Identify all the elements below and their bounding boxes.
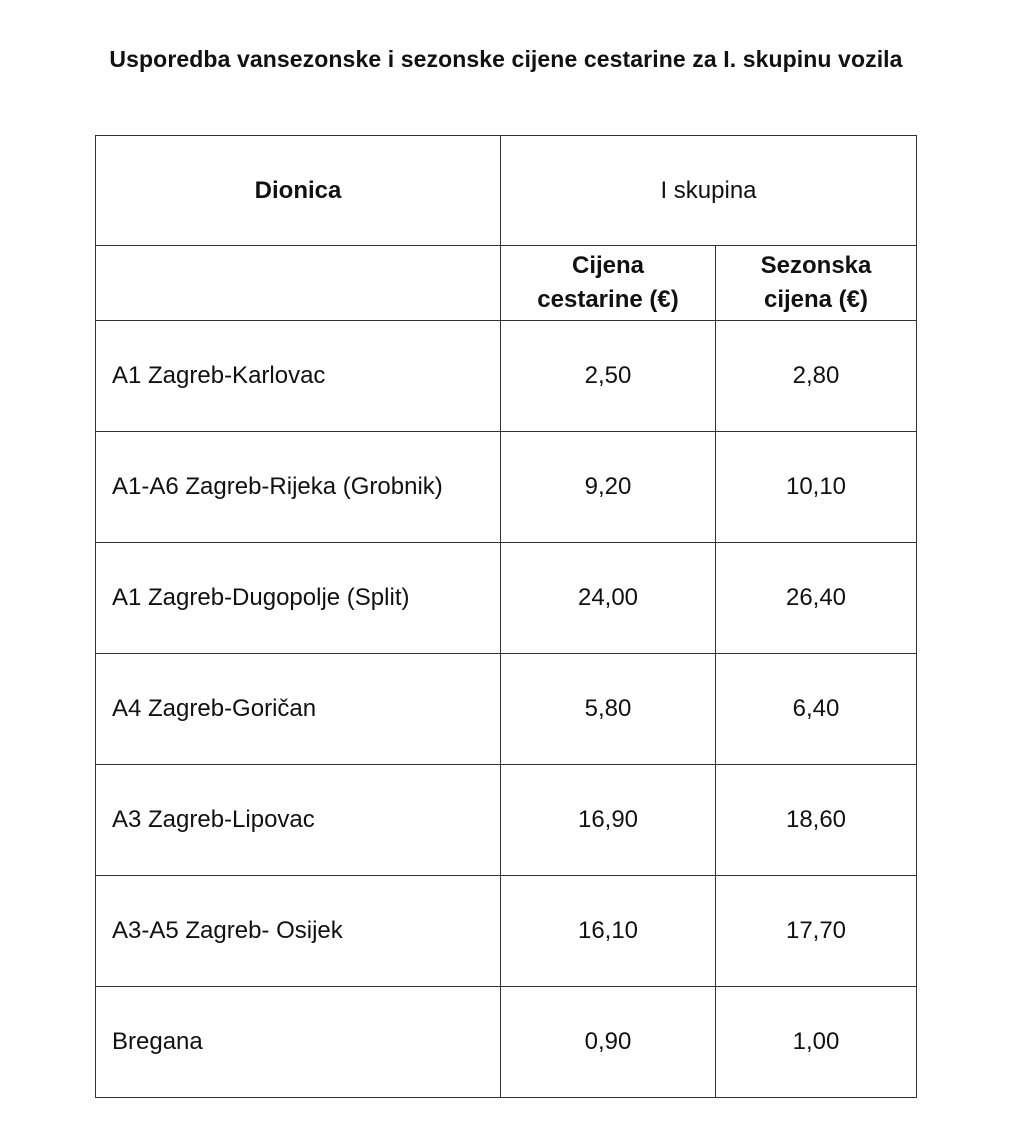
table-header-row <box>96 136 917 246</box>
row-seasonal: 18,60 <box>716 765 917 876</box>
document-title: Usporedba vansezonske i sezonske cijene cestarine za I. skupinu vozila <box>109 46 903 72</box>
row-seasonal: 10,10 <box>716 432 917 543</box>
row-name: Bregana <box>96 987 501 1098</box>
header-empty-cell <box>96 246 501 321</box>
row-price: 2,50 <box>501 321 716 432</box>
row-price: 24,00 <box>501 543 716 654</box>
row-seasonal: 2,80 <box>716 321 917 432</box>
row-seasonal: 17,70 <box>716 876 917 987</box>
row-price: 16,90 <box>501 765 716 876</box>
row-name: A1-A6 Zagreb-Rijeka (Grobnik) <box>96 432 501 543</box>
table-row <box>96 321 917 432</box>
row-price: 9,20 <box>501 432 716 543</box>
row-seasonal: 1,00 <box>716 987 917 1098</box>
row-price: 0,90 <box>501 987 716 1098</box>
header-group: I skupina <box>501 136 917 246</box>
table-row <box>96 654 917 765</box>
header-seasonal <box>716 246 917 321</box>
row-name: A3-A5 Zagreb- Osijek <box>96 876 501 987</box>
row-price: 5,80 <box>501 654 716 765</box>
table-row <box>96 876 917 987</box>
row-name: A1 Zagreb-Dugopolje (Split) <box>96 543 501 654</box>
row-seasonal: 6,40 <box>716 654 917 765</box>
header-seasonal-line1: Sezonska <box>760 252 872 279</box>
row-name: A3 Zagreb-Lipovac <box>96 765 501 876</box>
table-row <box>96 987 917 1098</box>
row-name: A1 Zagreb-Karlovac <box>96 321 501 432</box>
row-price: 16,10 <box>501 876 716 987</box>
header-seasonal-line2: cijena (€) <box>763 286 869 313</box>
row-name: A4 Zagreb-Goričan <box>96 654 501 765</box>
table-row <box>96 543 917 654</box>
row-seasonal: 26,40 <box>716 543 917 654</box>
header-dionica: Dionica <box>96 136 501 246</box>
toll-price-table <box>95 135 917 1098</box>
header-price-line2: cestarine (€) <box>537 286 679 313</box>
header-price-line1: Cijena <box>571 252 645 279</box>
table-subheader-row <box>96 246 917 321</box>
table-row <box>96 432 917 543</box>
table-row <box>96 765 917 876</box>
header-price <box>501 246 716 321</box>
